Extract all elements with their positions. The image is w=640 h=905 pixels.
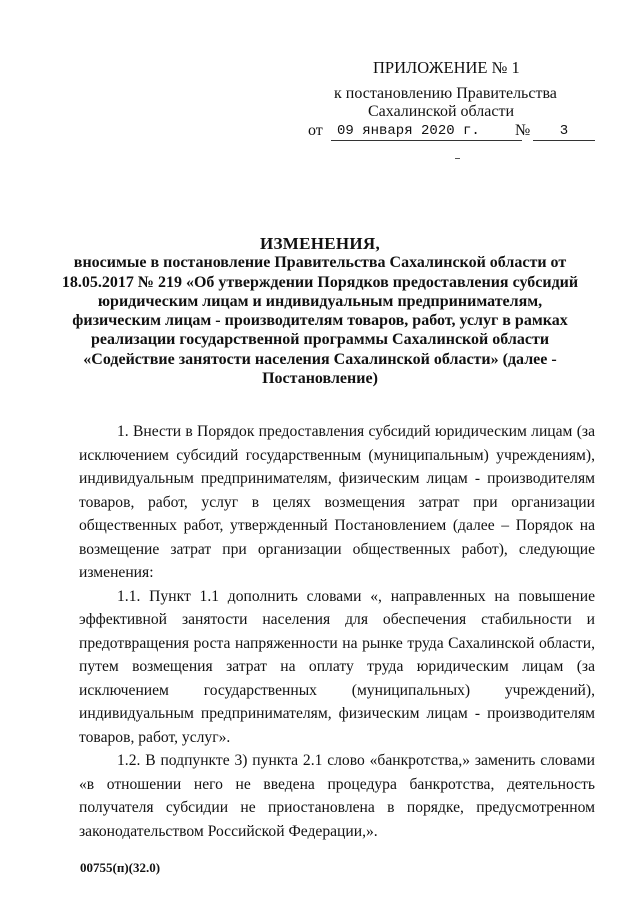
stray-mark bbox=[455, 158, 460, 159]
heading-text: вносимые в постановление Правительства Сахалинской области от 18.05.2017 № 219 «Об утверждении Порядков предоставления субсидий юридическим лицам и индивидуальным предпринимателям, физическим лицам - производителям товаров, работ, услуг в рамках реализации государственной программы Сахалинской области «Содействие занятости населения Сахалинской области» (далее - Постановление) bbox=[61, 254, 579, 388]
appendix-date-row bbox=[308, 121, 608, 143]
date-value: 09 января 2020 г. bbox=[331, 122, 522, 141]
number-sign: № bbox=[515, 122, 531, 139]
paragraph: 1. Внести в Порядок предоставления субсидий юридическим лицам (за исключением субсидий государственным (муниципальным) учреждениям), индивидуальным предпринимателям, физическим лицам - производителям товаров, работ, услуг в целях возмещения затрат при организации общественных работ, утвержденный Постановлением (далее – Порядок на возмещение затрат при организации общественных работ), следующие изменения: bbox=[79, 423, 595, 581]
document-heading bbox=[60, 234, 580, 388]
date-prefix: от bbox=[308, 122, 323, 139]
document-body bbox=[79, 420, 595, 843]
appendix-title: ПРИЛОЖЕНИЕ № 1 bbox=[373, 58, 520, 77]
appendix-line-2: Сахалинской области bbox=[368, 103, 515, 120]
number-value: 3 bbox=[533, 122, 595, 141]
footer-code: 00755(п)(32.0) bbox=[80, 860, 161, 875]
paragraph: 1.1. Пункт 1.1 дополнить словами «, направленных на повышение эффективной занятости населения для обеспечения стабильности и предотвращения роста напряженности на рынке труда Сахалинской области, путем возмещения затрат на оплату труда юридическим лицам (за исключением государственных (муниципальных) учреждений), индивидуальным предпринимателям, физическим лицам - производителям товаров, работ, услуг». bbox=[79, 587, 595, 746]
paragraph: 1.2. В подпункте 3) пункта 2.1 слово «банкротства,» заменить словами «в отношении него не введена процедура банкротства, деятельность получателя субсидии не приостановлена в порядке, предусмотренном законодательством Российской Федерации,». bbox=[79, 752, 595, 840]
heading-title: ИЗМЕНЕНИЯ, bbox=[259, 234, 381, 253]
appendix-line-1: к постановлению Правительства bbox=[334, 85, 557, 102]
